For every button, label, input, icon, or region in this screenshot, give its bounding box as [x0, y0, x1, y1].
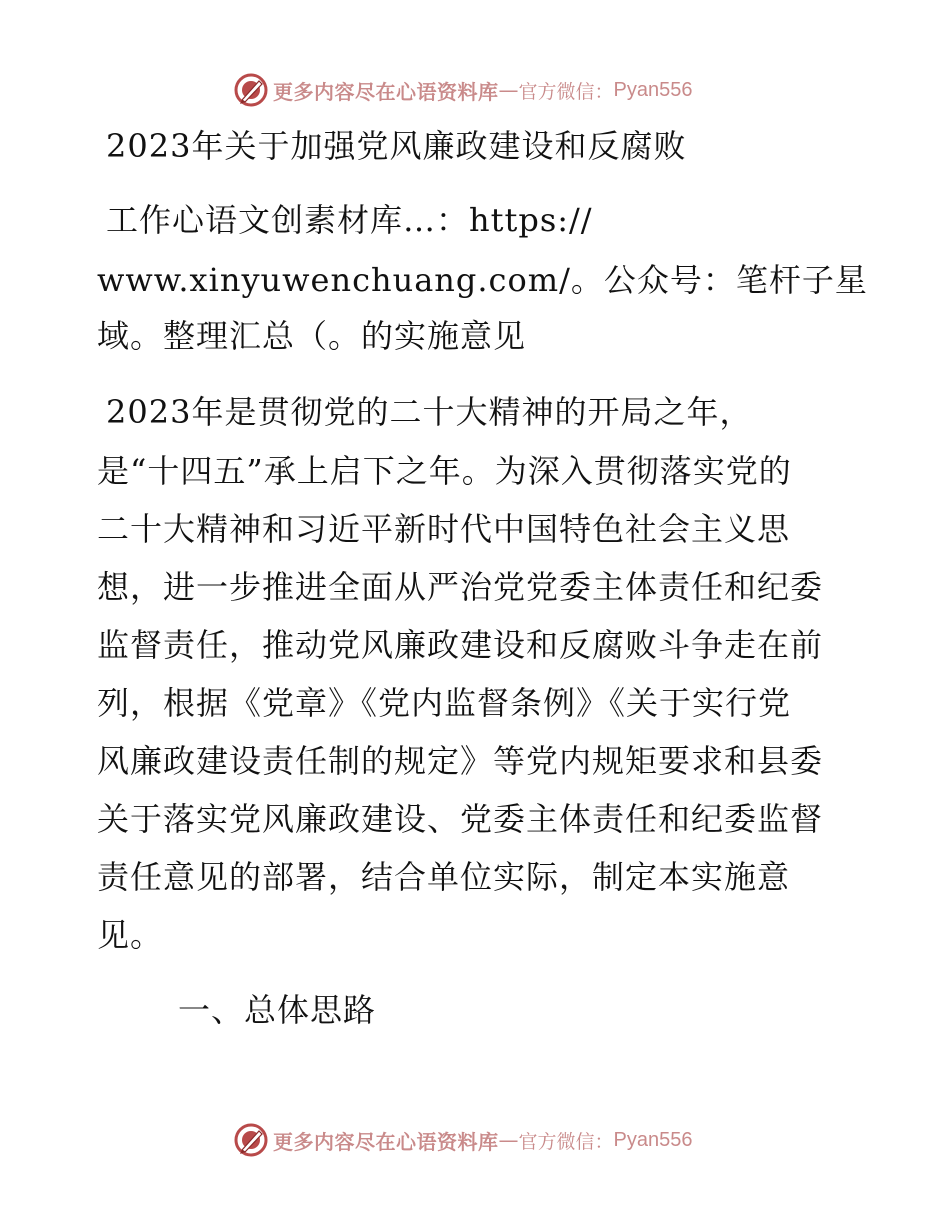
- pen-logo-icon: [233, 72, 269, 108]
- pen-logo-icon: [233, 1122, 269, 1158]
- title-line-4: 域。整理汇总（。的实施意见: [97, 317, 527, 355]
- banner-wechat-id: Pyan556: [613, 1128, 693, 1151]
- banner-separator: —: [498, 78, 519, 102]
- title-line-2: 工作心语文创素材库…：https://: [106, 201, 593, 239]
- banner-wechat-label: 官方微信：: [518, 1130, 614, 1153]
- footer-banner: [233, 1122, 692, 1158]
- paragraph-line-4: 想，进一步推进全面从严治党党委主体责任和纪委: [97, 568, 824, 606]
- banner-wechat-id: Pyan556: [613, 78, 693, 101]
- banner-text: 更多内容尽在心语资料库: [273, 1129, 499, 1154]
- paragraph-line-3: 二十大精神和习近平新时代中国特色社会主义思: [97, 510, 791, 548]
- banner-separator: —: [498, 1128, 519, 1152]
- title-line-3: www.xinyuwenchuang.com/。公众号：笔杆子星: [97, 261, 868, 299]
- paragraph-line-10: 见。: [97, 916, 164, 954]
- paragraph-line-9: 责任意见的部署，结合单位实际，制定本实施意: [97, 858, 791, 896]
- paragraph-line-5: 监督责任，推动党风廉政建设和反腐败斗争走在前: [97, 626, 824, 664]
- paragraph-line-2: 是“十四五”承上启下之年。为深入贯彻落实党的: [97, 452, 792, 490]
- section-heading: 一、总体思路: [178, 991, 377, 1029]
- paragraph-line-6: 列，根据《党章》《党内监督条例》《关于实行党: [97, 684, 792, 722]
- paragraph-line-7: 风廉政建设责任制的规定》等党内规矩要求和县委: [97, 742, 824, 780]
- paragraph-line-1: 2023年是贯彻党的二十大精神的开局之年，: [106, 393, 753, 431]
- banner-wechat-label: 官方微信：: [518, 80, 614, 103]
- header-banner: [233, 72, 692, 108]
- paragraph-line-8: 关于落实党风廉政建设、党委主体责任和纪委监督: [97, 800, 824, 838]
- title-line-1: 2023年关于加强党风廉政建设和反腐败: [106, 127, 687, 165]
- banner-text: 更多内容尽在心语资料库: [273, 79, 499, 104]
